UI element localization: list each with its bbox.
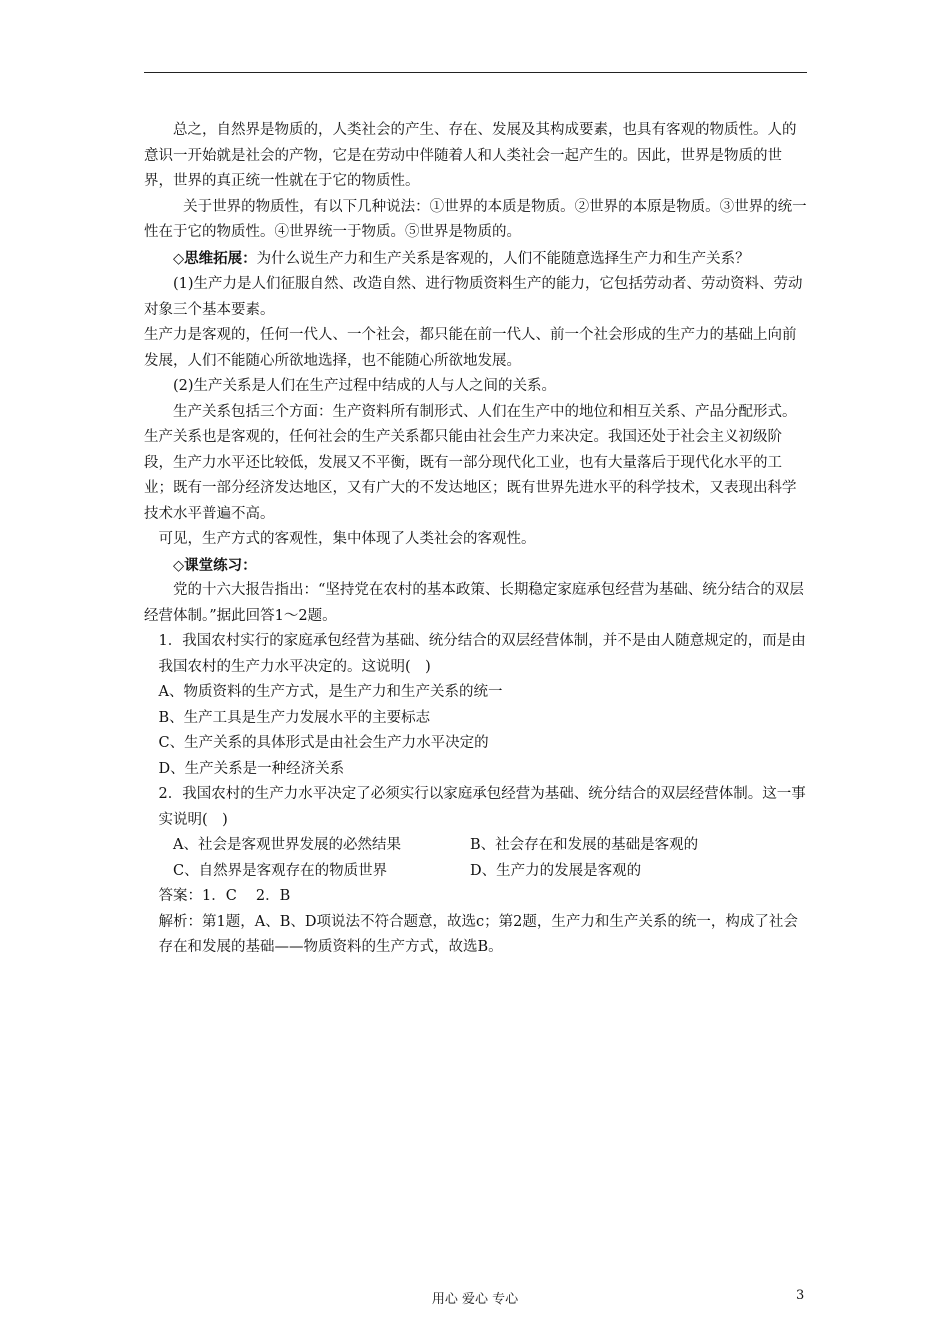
paragraph-relations-detail: 生产关系包括三个方面：生产资料所有制形式、人们在生产中的地位和相互关系、产品分配形式。生产关系也是客观的，任何社会的生产关系都只能由社会生产力来决定。我国还处于社会主义初级阶段，生产力水平还比较低，发展又不平衡，既有一部分现代化工业，也有大量落后于现代化水平的工业；既有一部分经济发达地区，又有广大的不发达地区；既有世界先进水平的科学技术，又表现出科学技术水平普遍不高。 (144, 403, 797, 522)
footer-slogan: 用心 爱心 专心 (431, 1292, 519, 1307)
q1-option-b: B、生产工具是生产力发展水平的主要标志 (158, 709, 431, 726)
q1-option-a: A、物质资料的生产方式，是生产力和生产关系的统一 (158, 684, 503, 700)
answer-line: 答案：1．C 2．B (158, 888, 291, 904)
paragraph-productivity-objective: 生产力是客观的，任何一代人、一个社会，都只能在前一代人、前一个社会形成的生产力的基础上向前发展，人们不能随心所欲地选择，也不能随心所欲地发展。 (144, 327, 797, 369)
document-body (144, 118, 807, 961)
question-2: 2．我国农村的生产力水平决定了必须实行以家庭承包经营为基础、统分结合的双层经营体制。这一事实说明( ) (158, 786, 806, 828)
practice-intro: 党的十六大报告指出：“坚持党在农村的基本政策、长期稳定家庭承包经营为基础、统分结合的双层经营体制。”据此回答1～2题。 (144, 582, 804, 624)
q2-options-row-2 (144, 859, 807, 885)
tuozhan-text: 为什么说生产力和生产关系是客观的，人们不能随意选择生产力和生产关系？ (256, 250, 750, 267)
q2-option-a: A、社会是客观世界发展的必然结果 (173, 837, 401, 853)
analysis-paragraph: 解析：第1题，A、B、D项说法不符合题意，故选c；第2题，生产力和生产关系的统一，构成了社会存在和发展的基础——物质资料的生产方式，故选B。 (158, 913, 798, 955)
q1-option-c: C、生产关系的具体形式是由社会生产力水平决定的 (158, 735, 489, 751)
q2-option-d: D、生产力的发展是客观的 (470, 862, 642, 879)
practice-label: ◇课堂练习： (173, 556, 257, 574)
paragraph-summary: 总之，自然界是物质的，人类社会的产生、存在、发展及其构成要素，也具有客观的物质性。人的意识一开始就是社会的产物，它是在劳动中伴随着人和人类社会一起产生的。因此，世界是物质的世界，世界的真正统一性就在于它的物质性。 (144, 122, 797, 189)
paragraph-tuozhan (144, 246, 807, 273)
q1-option-d: D、生产关系是一种经济关系 (158, 760, 345, 777)
header-rule (144, 72, 807, 73)
tuozhan-label: ◇思维拓展： (173, 249, 257, 267)
paragraph-materiality: 关于世界的物质性，有以下几种说法：①世界的本质是物质。②世界的本原是物质。③世界的统一性在于它的物质性。④世界统一于物质。⑤世界是物质的。 (144, 198, 807, 240)
paragraph-productivity: (1)生产力是人们征服自然、改造自然、进行物质资料生产的能力，它包括劳动者、劳动资料、劳动对象三个基本要素。 (144, 276, 803, 318)
question-1: 1．我国农村实行的家庭承包经营为基础、统分结合的双层经营体制，并不是由人随意规定的，而是由我国农村的生产力水平决定的。这说明( ) (158, 633, 806, 675)
q2-option-b: B、社会存在和发展的基础是客观的 (470, 837, 699, 853)
paragraph-conclusion: 可见，生产方式的客观性，集中体现了人类社会的客观性。 (158, 531, 536, 547)
q2-options-row-1 (144, 833, 807, 859)
page-number: 3 (796, 1288, 805, 1303)
q2-option-c: C、自然界是客观存在的物质世界 (173, 862, 388, 879)
paragraph-relations: (2)生产关系是人们在生产过程中结成的人与人之间的关系。 (173, 378, 557, 394)
